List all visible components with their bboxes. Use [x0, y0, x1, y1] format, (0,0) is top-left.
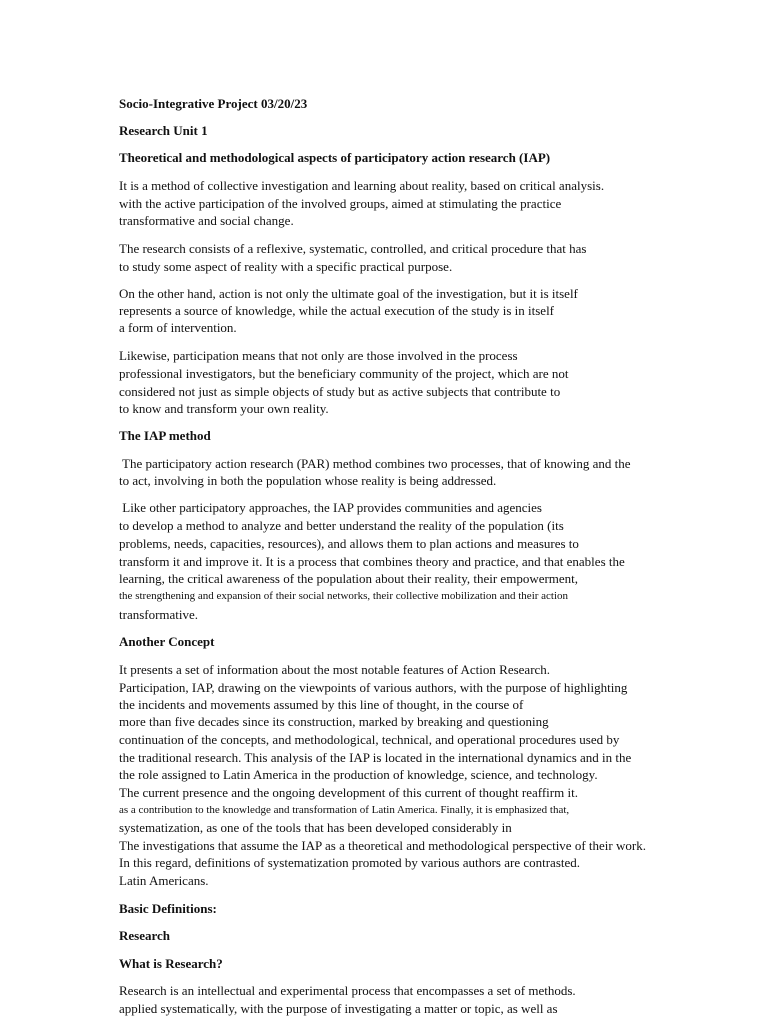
paragraph-line: applied systematically, with the purpose of investigating a matter or topic, as well as: [119, 1001, 558, 1016]
paragraph-line: The participatory action research (PAR) method combines two processes, that of knowing and the: [119, 456, 631, 471]
topic-heading: Theoretical and methodological aspects of participatory action research (IAP): [119, 150, 551, 165]
paragraph-line: as a contribution to the knowledge and transformation of Latin America. Finally, it is emphasized that,: [119, 804, 570, 816]
paragraph-line: The investigations that assume the IAP as a theoretical and methodological perspective of their work.: [119, 838, 646, 853]
another-concept-heading: Another Concept: [119, 634, 215, 649]
paragraph-line: the role assigned to Latin America in the production of knowledge, science, and technology.: [119, 767, 598, 782]
paragraph-line: to act, involving in both the population whose reality is being addressed.: [119, 473, 497, 488]
paragraph-line: transformative and social change.: [119, 213, 294, 228]
paragraph-line: Like other participatory approaches, the IAP provides communities and agencies: [119, 500, 542, 515]
paragraph-line: Latin Americans.: [119, 873, 209, 888]
paragraph-line: On the other hand, action is not only the ultimate goal of the investigation, but it is itself: [119, 286, 578, 301]
paragraph-line: Participation, IAP, drawing on the viewpoints of various authors, with the purpose of highlighting: [119, 680, 628, 695]
paragraph-line: the traditional research. This analysis of the IAP is located in the international dynamics and in the: [119, 750, 632, 765]
paragraph-line: professional investigators, but the beneficiary community of the project, which are not: [119, 366, 569, 381]
paragraph-line: continuation of the concepts, and methodological, technical, and operational procedures used by: [119, 732, 620, 747]
paragraph-line: The research consists of a reflexive, systematic, controlled, and critical procedure that has: [119, 241, 587, 256]
paragraph-line: a form of intervention.: [119, 320, 237, 335]
paragraph-line: The current presence and the ongoing development of this current of thought reaffirm it.: [119, 785, 578, 800]
paragraph-line: systematization, as one of the tools that has been developed considerably in: [119, 820, 512, 835]
paragraph-line: considered not just as simple objects of study but as active subjects that contribute to: [119, 384, 561, 399]
basic-definitions-heading: Basic Definitions:: [119, 901, 217, 916]
paragraph-line: transform it and improve it. It is a process that combines theory and practice, and that enables the: [119, 554, 625, 569]
paragraph-line: Likewise, participation means that not only are those involved in the process: [119, 348, 518, 363]
paragraph-line: the strengthening and expansion of their social networks, their collective mobilization and their action: [119, 590, 569, 602]
iap-method-heading: The IAP method: [119, 428, 211, 443]
research-heading: Research: [119, 928, 171, 943]
paragraph-line: the incidents and movements assumed by this line of thought, in the course of: [119, 697, 524, 712]
paragraph-line: In this regard, definitions of systematization promoted by various authors are contrasted.: [119, 855, 581, 870]
paragraph-line: to study some aspect of reality with a specific practical purpose.: [119, 259, 453, 274]
paragraph-line: more than five decades since its construction, marked by breaking and questioning: [119, 714, 549, 729]
what-is-research-heading: What is Research?: [119, 956, 223, 971]
paragraph-line: transformative.: [119, 607, 199, 622]
paragraph-line: problems, needs, capacities, resources), and allows them to plan actions and measures to: [119, 536, 579, 551]
paragraph-line: Research is an intellectual and experimental process that encompasses a set of methods.: [119, 983, 576, 998]
paragraph-line: learning, the critical awareness of the population about their reality, their empowerment,: [119, 571, 579, 586]
paragraph-line: with the active participation of the involved groups, aimed at stimulating the practice: [119, 196, 562, 211]
paragraph-line: It is a method of collective investigation and learning about reality, based on critical analysis.: [119, 178, 605, 193]
paragraph-line: It presents a set of information about the most notable features of Action Research.: [119, 662, 551, 677]
paragraph-line: to know and transform your own reality.: [119, 401, 329, 416]
paragraph-line: represents a source of knowledge, while the actual execution of the study is in itself: [119, 303, 555, 318]
research-unit-heading: Research Unit 1: [119, 123, 208, 138]
paragraph-line: to develop a method to analyze and better understand the reality of the population (its: [119, 518, 564, 533]
document-title: Socio-Integrative Project 03/20/23: [119, 96, 308, 111]
